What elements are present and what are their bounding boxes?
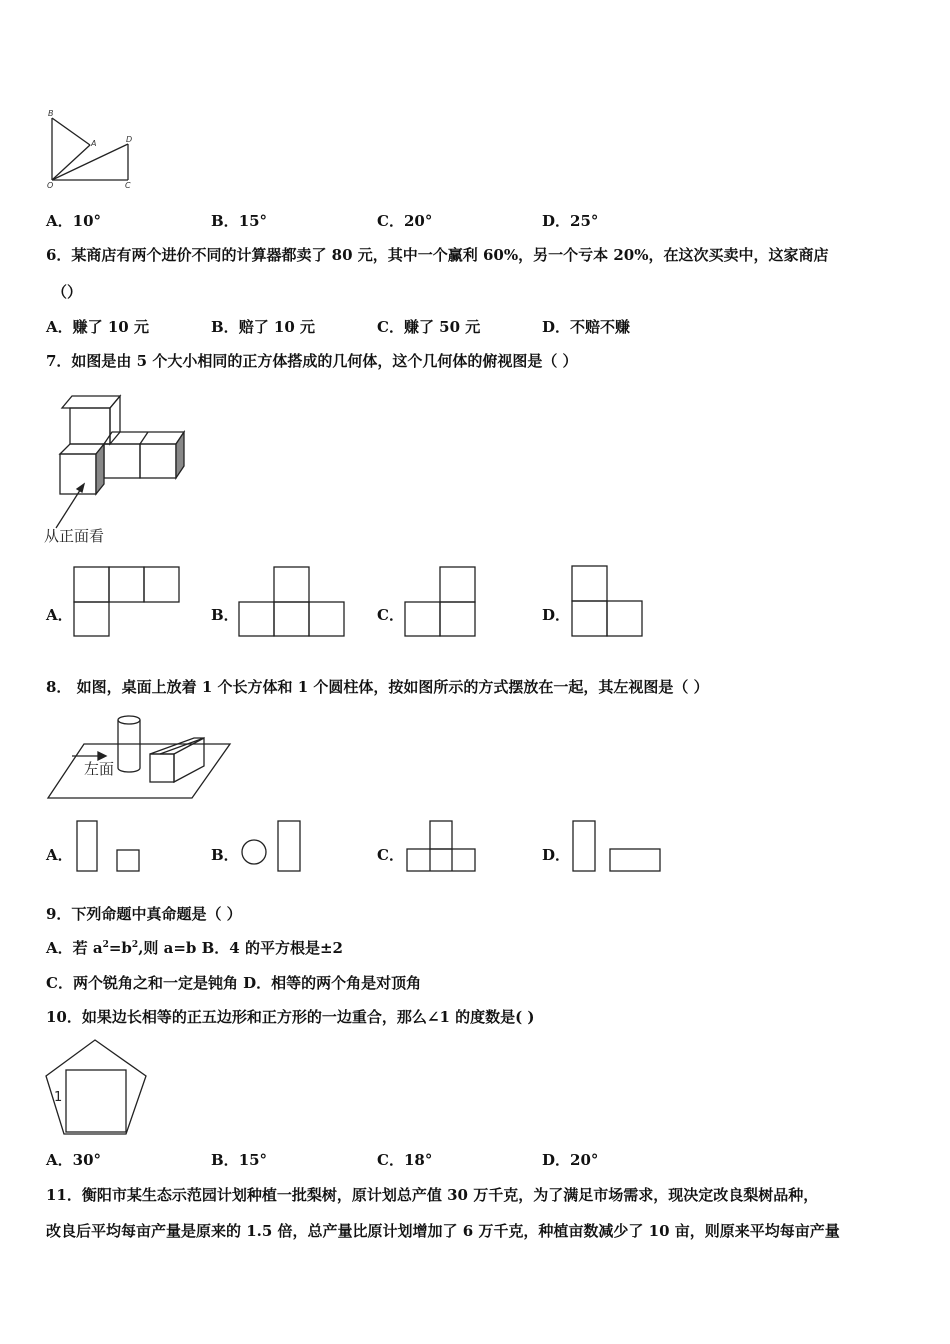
option-value: 20° xyxy=(570,1151,599,1169)
row-edge xyxy=(140,432,148,444)
q8-option-b-figure[interactable] xyxy=(240,820,306,875)
q8-stem: 8． 如图，桌面上放着 1 个长方体和 1 个圆柱体，按如图所示的方式摆放在一起，其左视图是（ ） xyxy=(46,678,709,696)
q10-option-c[interactable] xyxy=(377,1151,432,1169)
option-value: 赚了 50 元 xyxy=(403,318,481,336)
q9-sup-1: 2 xyxy=(102,940,109,950)
option-label: C． xyxy=(377,212,404,230)
q6-stem-paren: （） xyxy=(52,283,83,301)
q7-figure-label: 从正面看 xyxy=(44,527,105,545)
q7-option-d-figure[interactable] xyxy=(572,566,652,638)
q9-stem: 9．下列命题中真命题是（ ） xyxy=(46,905,242,923)
option-value: 30° xyxy=(72,1151,102,1169)
option-label: D． xyxy=(542,212,571,230)
option-label: B． xyxy=(211,318,239,336)
q9-opt-a-mid: =b xyxy=(108,939,132,957)
q9-sup-2: 2 xyxy=(131,940,139,950)
q8-figure-label: 左面 xyxy=(84,760,115,778)
q5-option-d[interactable] xyxy=(542,212,598,230)
q7-option-c-label[interactable]: C． xyxy=(377,606,404,624)
point-o-label: O xyxy=(47,181,54,190)
option-label: A． xyxy=(46,212,73,230)
q9-opt-a-suffix: ,则 a=b B．4 的平方根是±2 xyxy=(138,939,343,957)
q5-option-b[interactable] xyxy=(211,212,267,230)
option-label: B． xyxy=(211,212,239,230)
option-label: C． xyxy=(377,318,404,336)
q6-option-c[interactable] xyxy=(377,318,480,336)
q8-option-c-label[interactable]: C． xyxy=(377,846,404,864)
option-value: 18° xyxy=(403,1151,433,1169)
q5-option-a[interactable] xyxy=(46,212,101,230)
square xyxy=(66,1070,126,1132)
q8-option-c-figure[interactable] xyxy=(406,820,478,875)
segment-ba xyxy=(52,118,90,145)
q11-line-2: 改良后平均每亩产量是原来的 1.5 倍，总产量比原计划增加了 6 万千克，种植亩数减少了 10 亩，则原来平均每亩产量 xyxy=(46,1222,840,1240)
q7-cube-figure xyxy=(42,388,187,553)
front-cube-side xyxy=(96,444,104,494)
q10-pentagon-figure xyxy=(42,1038,152,1138)
q9-options-line1 xyxy=(46,939,343,957)
point-c-label: C xyxy=(125,181,131,190)
q7-option-a-label[interactable]: A． xyxy=(46,606,73,624)
q7-stem: 7．如图是由 5 个大小相同的正方体搭成的几何体，这个几何体的俯视图是（ ） xyxy=(46,352,578,370)
q10-option-b[interactable] xyxy=(211,1151,267,1169)
q7-option-a-figure[interactable] xyxy=(74,566,184,638)
option-value: 25° xyxy=(570,212,599,230)
cuboid-top xyxy=(150,738,204,754)
q9-options-line2: C．两个锐角之和一定是钝角 D．相等的两个角是对顶角 xyxy=(46,974,422,992)
q8-option-d-label[interactable]: D． xyxy=(542,846,571,864)
q6-option-b[interactable] xyxy=(211,318,315,336)
option-value: 20° xyxy=(403,212,433,230)
q6-stem: 6．某商店有两个进价不同的计算器都卖了 80 元，其中一个赢利 60%，另一个亏本 20%，在这次买卖中，这家商店 xyxy=(46,246,829,264)
segment-oa xyxy=(52,145,90,180)
cube-top-front xyxy=(70,408,110,444)
q10-option-a[interactable] xyxy=(46,1151,101,1169)
option-value: 赚了 10 元 xyxy=(72,318,149,336)
q5-triangle-figure xyxy=(40,108,140,193)
q8-option-d-figure[interactable] xyxy=(572,820,664,875)
option-value: 不赔不赚 xyxy=(570,318,631,336)
point-a-label: A xyxy=(91,139,97,148)
option-value: 10° xyxy=(72,212,102,230)
option-label: A． xyxy=(46,1151,73,1169)
q7-option-d-label[interactable]: D． xyxy=(542,606,571,624)
segment-od xyxy=(52,144,128,180)
cuboid-front xyxy=(150,754,174,782)
q5-option-c[interactable] xyxy=(377,212,432,230)
q7-option-c-figure[interactable] xyxy=(405,566,485,638)
q8-option-a-label[interactable]: A． xyxy=(46,846,73,864)
arrow-head-icon xyxy=(77,484,84,492)
cylinder-bottom xyxy=(118,768,140,772)
tabletop xyxy=(48,744,230,798)
option-value: 赔了 10 元 xyxy=(238,318,316,336)
q7-option-b-figure[interactable] xyxy=(239,566,349,638)
option-label: D． xyxy=(542,1151,571,1169)
q10-option-d[interactable] xyxy=(542,1151,598,1169)
row-cube-1 xyxy=(104,444,140,478)
q6-option-d[interactable] xyxy=(542,318,630,336)
option-value: 15° xyxy=(238,212,268,230)
row-side-face xyxy=(176,432,184,478)
q7-option-b-label[interactable]: B． xyxy=(211,606,239,624)
q6-option-a[interactable] xyxy=(46,318,149,336)
q10-stem: 10．如果边长相等的正五边形和正方形的一边重合，那么∠1 的度数是( ) xyxy=(46,1008,535,1026)
cylinder-top xyxy=(118,716,140,724)
q8-option-a-figure[interactable] xyxy=(76,820,144,875)
option-value: 15° xyxy=(238,1151,268,1169)
option-label: A． xyxy=(46,318,73,336)
cube-top-side xyxy=(110,396,120,444)
pentagon xyxy=(46,1040,146,1134)
option-label: D． xyxy=(542,318,571,336)
option-label: B． xyxy=(211,1151,239,1169)
q9-opt-a-prefix: A．若 a xyxy=(46,939,103,957)
point-b-label: B xyxy=(48,109,54,118)
angle-1-label: 1 xyxy=(54,1090,63,1105)
q8-table-figure xyxy=(44,712,239,802)
q8-option-b-label[interactable]: B． xyxy=(211,846,239,864)
row-cube-2 xyxy=(140,444,176,478)
point-d-label: D xyxy=(126,135,133,144)
arrow-head-icon xyxy=(98,752,106,760)
q11-line-1: 11．衡阳市某生态示范园计划种植一批梨树，原计划总产值 30 万千克，为了满足市场需求，现决定改良梨树品种， xyxy=(46,1186,819,1204)
option-label: C． xyxy=(377,1151,404,1169)
